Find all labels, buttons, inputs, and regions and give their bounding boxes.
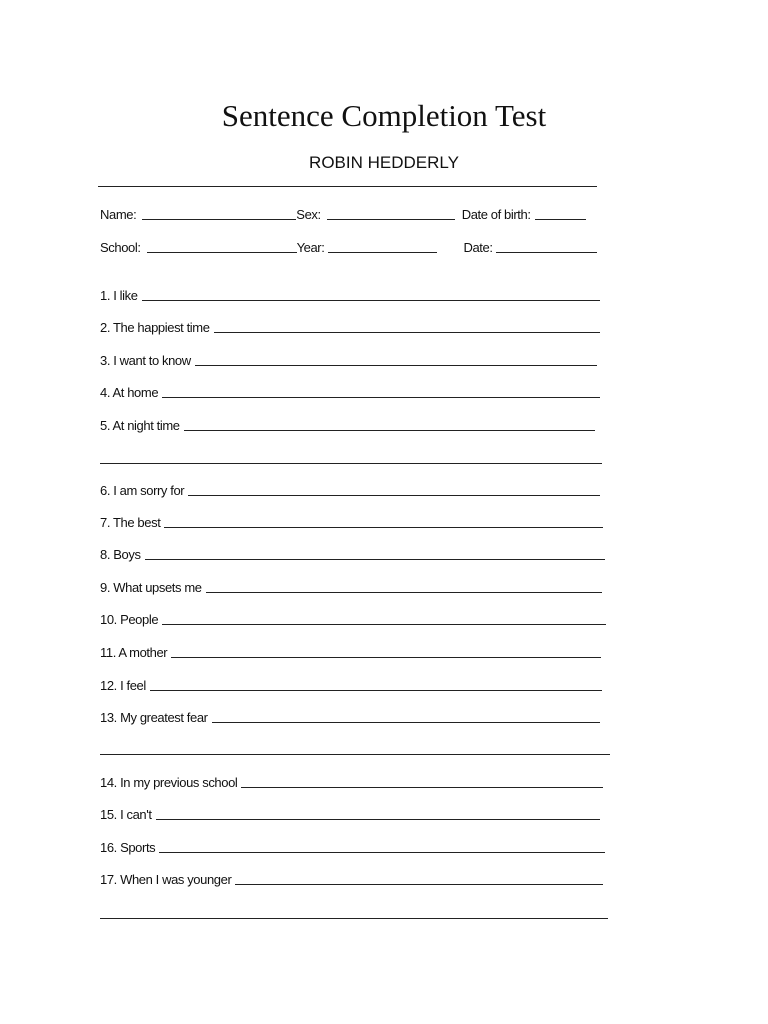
answer-field[interactable]: [188, 495, 600, 496]
item-prompt: 10. People: [100, 612, 159, 627]
answer-field[interactable]: [159, 852, 605, 853]
item-prompt: 12. I feel: [100, 678, 146, 693]
list-item: [100, 285, 600, 303]
item-prompt: 14. In my previous school: [100, 775, 238, 790]
item-prompt: 6. I am sorry for: [100, 483, 185, 498]
item-prompt: 16. Sports: [100, 840, 156, 855]
school-field[interactable]: [147, 252, 297, 253]
answer-field[interactable]: [142, 300, 600, 301]
list-item: [100, 837, 605, 855]
name-field[interactable]: [142, 219, 296, 220]
year-field[interactable]: [328, 252, 437, 253]
item-prompt: 8. Boys: [100, 547, 141, 562]
list-item: [100, 512, 603, 530]
answer-field[interactable]: [162, 624, 606, 625]
school-info-row: [100, 237, 597, 255]
list-item: [100, 415, 595, 433]
item-prompt: 5. At night time: [100, 418, 180, 433]
answer-field[interactable]: [214, 332, 600, 333]
sex-label: Sex:: [296, 207, 321, 222]
sex-field[interactable]: [327, 219, 455, 220]
item-prompt: 17. When I was younger: [100, 872, 232, 887]
answer-field[interactable]: [164, 527, 603, 528]
answer-field[interactable]: [195, 365, 597, 366]
date-label: Date:: [463, 240, 493, 255]
list-item: [100, 707, 600, 725]
answer-field[interactable]: [235, 884, 603, 885]
name-label: Name:: [100, 207, 137, 222]
answer-field[interactable]: [171, 657, 601, 658]
personal-info-row: [100, 204, 586, 222]
date-field[interactable]: [496, 252, 597, 253]
answer-field[interactable]: [212, 722, 600, 723]
list-item: [100, 869, 603, 887]
item-prompt: 3. I want to know: [100, 353, 191, 368]
author-name: ROBIN HEDDERLY: [309, 153, 459, 172]
list-item: [100, 675, 602, 693]
header-divider: [98, 186, 597, 187]
list-item: [100, 577, 602, 595]
item-prompt: 9. What upsets me: [100, 580, 202, 595]
item-prompt: 7. The best: [100, 515, 161, 530]
answer-continuation-line[interactable]: [100, 754, 610, 755]
answer-field[interactable]: [145, 559, 605, 560]
item-prompt: 4. At home: [100, 385, 159, 400]
date-of-birth-label: Date of birth:: [461, 207, 531, 222]
item-prompt: 11. A mother: [100, 645, 168, 660]
item-prompt: 15. I can't: [100, 807, 152, 822]
answer-continuation-line[interactable]: [100, 463, 602, 464]
school-label: School:: [100, 240, 141, 255]
list-item: [100, 317, 600, 335]
item-prompt: 13. My greatest fear: [100, 710, 208, 725]
answer-field[interactable]: [241, 787, 603, 788]
answer-field[interactable]: [162, 397, 600, 398]
item-prompt: 1. I like: [100, 288, 138, 303]
item-prompt: 2. The happiest time: [100, 320, 210, 335]
list-item: [100, 642, 601, 660]
answer-field[interactable]: [206, 592, 602, 593]
date-of-birth-field[interactable]: [535, 219, 586, 220]
answer-field[interactable]: [150, 690, 602, 691]
year-label: Year:: [296, 240, 325, 255]
list-item: [100, 350, 597, 368]
list-item: [100, 804, 600, 822]
list-item: [100, 609, 606, 627]
list-item: [100, 772, 603, 790]
answer-field[interactable]: [184, 430, 595, 431]
page-title: Sentence Completion Test: [221, 98, 547, 133]
list-item: [100, 382, 600, 400]
answer-field[interactable]: [156, 819, 600, 820]
list-item: [100, 544, 605, 562]
answer-continuation-line[interactable]: [100, 918, 608, 919]
list-item: [100, 480, 600, 498]
